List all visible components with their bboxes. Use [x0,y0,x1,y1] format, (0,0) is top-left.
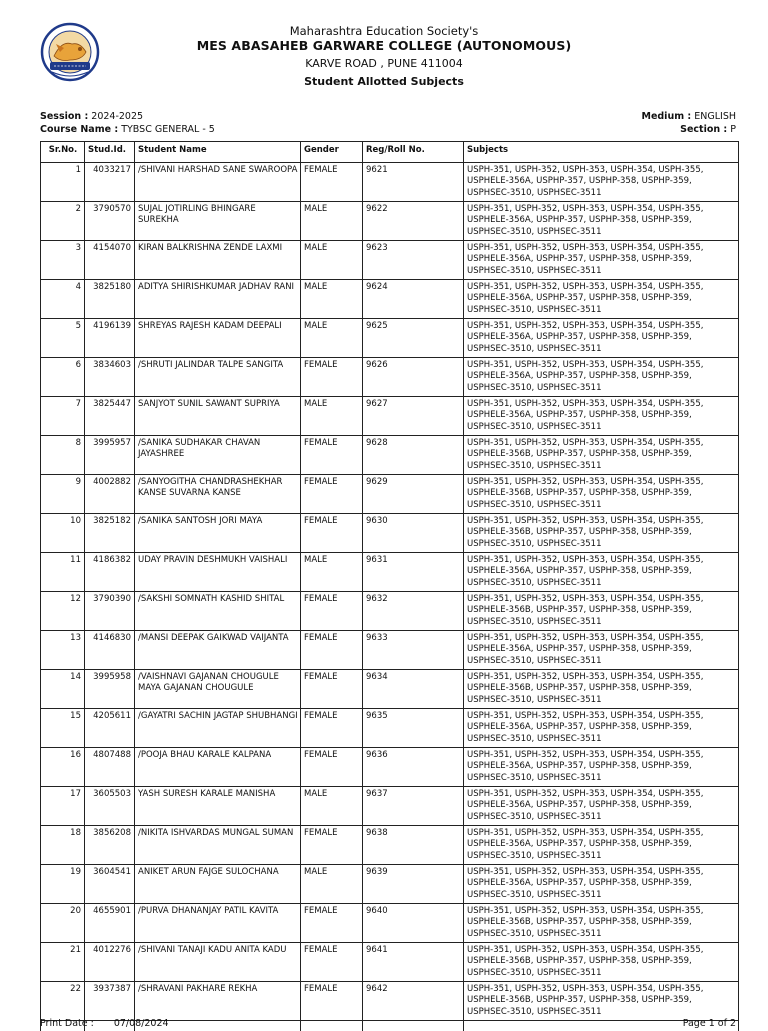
header-gender: Gender [301,142,363,163]
gender-cell: MALE [301,553,363,592]
roll-no-cell: 9630 [363,514,464,553]
header-subjects: Subjects [464,142,739,163]
stud-id-cell: 3825182 [85,514,135,553]
stud-id-cell: 3856208 [85,826,135,865]
gender-cell: FEMALE [301,514,363,553]
print-date-label: Print Date : [40,1018,94,1029]
student-name-cell: /SHIVANI TANAJI KADU ANITA KADU [135,943,301,982]
gender-cell: MALE [301,241,363,280]
gender-cell: MALE [301,202,363,241]
gender-cell: FEMALE [301,982,363,1021]
society-name: Maharashtra Education Society's [0,24,768,38]
sr-no-cell: 13 [41,631,85,670]
section-label: Section : [680,124,727,135]
subjects-cell: USPH-351, USPH-352, USPH-353, USPH-354, USPH-355, USPHELE-356A, USPHP-357, USPHP-358, USPHP-359, USPHSEC-3510, USPHSEC-3511 [464,280,739,319]
empty-cell [301,1021,363,1031]
student-name-cell: /NIKITA ISHVARDAS MUNGAL SUMAN [135,826,301,865]
student-name-cell: SANJYOT SUNIL SAWANT SUPRIYA [135,397,301,436]
gender-cell: FEMALE [301,436,363,475]
sr-no-cell: 6 [41,358,85,397]
course-label: Course Name : [40,124,118,135]
sr-no-cell: 8 [41,436,85,475]
stud-id-cell: 4012276 [85,943,135,982]
student-name-cell: SHREYAS RAJESH KADAM DEEPALI [135,319,301,358]
roll-no-cell: 9642 [363,982,464,1021]
subjects-cell: USPH-351, USPH-352, USPH-353, USPH-354, USPH-355, USPHELE-356B, USPHP-357, USPHP-358, USPHP-359, USPHSEC-3510, USPHSEC-3511 [464,592,739,631]
stud-id-cell: 3790390 [85,592,135,631]
gender-cell: MALE [301,865,363,904]
gender-cell: FEMALE [301,904,363,943]
subjects-cell: USPH-351, USPH-352, USPH-353, USPH-354, USPH-355, USPHELE-356A, USPHP-357, USPHP-358, USPHP-359, USPHSEC-3510, USPHSEC-3511 [464,553,739,592]
table-row [41,202,739,241]
stud-id-cell: 3825180 [85,280,135,319]
sr-no-cell: 5 [41,319,85,358]
stud-id-cell: 3825447 [85,397,135,436]
sr-no-cell: 21 [41,943,85,982]
stud-id-cell: 3605503 [85,787,135,826]
subjects-cell: USPH-351, USPH-352, USPH-353, USPH-354, USPH-355, USPHELE-356A, USPHP-357, USPHP-358, USPHP-359, USPHSEC-3510, USPHSEC-3511 [464,397,739,436]
sr-no-cell: 1 [41,163,85,202]
page-number: Page 1 of 2 [683,1018,736,1029]
sr-no-cell: 15 [41,709,85,748]
stud-id-cell: 3834603 [85,358,135,397]
subjects-cell: USPH-351, USPH-352, USPH-353, USPH-354, USPH-355, USPHELE-356B, USPHP-357, USPHP-358, USPHP-359, USPHSEC-3510, USPHSEC-3511 [464,670,739,709]
subjects-cell: USPH-351, USPH-352, USPH-353, USPH-354, USPH-355, USPHELE-356B, USPHP-357, USPHP-358, USPHP-359, USPHSEC-3510, USPHSEC-3511 [464,982,739,1021]
roll-no-cell: 9628 [363,436,464,475]
student-name-cell: /SHIVANI HARSHAD SANE SWAROOPA [135,163,301,202]
stud-id-cell: 4807488 [85,748,135,787]
stud-id-cell: 4033217 [85,163,135,202]
table-row [41,865,739,904]
roll-no-cell: 9621 [363,163,464,202]
gender-cell: FEMALE [301,709,363,748]
medium-value: ENGLISH [694,111,736,122]
roll-no-cell: 9635 [363,709,464,748]
gender-cell: MALE [301,280,363,319]
table-row [41,280,739,319]
subjects-cell: USPH-351, USPH-352, USPH-353, USPH-354, USPH-355, USPHELE-356A, USPHP-357, USPHP-358, USPHP-359, USPHSEC-3510, USPHSEC-3511 [464,163,739,202]
table-row [41,397,739,436]
gender-cell: FEMALE [301,163,363,202]
empty-cell [363,1021,464,1031]
roll-no-cell: 9640 [363,904,464,943]
medium-label: Medium : [641,111,691,122]
subjects-cell: USPH-351, USPH-352, USPH-353, USPH-354, USPH-355, USPHELE-356A, USPHP-357, USPHP-358, USPHP-359, USPHSEC-3510, USPHSEC-3511 [464,709,739,748]
student-name-cell: /SANIKA SUDHAKAR CHAVAN JAYASHREE [135,436,301,475]
sr-no-cell: 16 [41,748,85,787]
section-info [680,124,736,135]
table-row [41,592,739,631]
stud-id-cell: 3790570 [85,202,135,241]
roll-no-cell: 9636 [363,748,464,787]
subjects-cell: USPH-351, USPH-352, USPH-353, USPH-354, USPH-355, USPHELE-356B, USPHP-357, USPHP-358, USPHP-359, USPHSEC-3510, USPHSEC-3511 [464,475,739,514]
sr-no-cell: 17 [41,787,85,826]
table-row [41,787,739,826]
sr-no-cell: 11 [41,553,85,592]
table-row [41,631,739,670]
table-row [41,982,739,1021]
section-value: P [730,124,736,135]
table-header-row [41,142,739,163]
stud-id-cell: 4205611 [85,709,135,748]
medium-info [641,111,736,122]
gender-cell: FEMALE [301,748,363,787]
table-row [41,826,739,865]
gender-cell: FEMALE [301,826,363,865]
gender-cell: MALE [301,787,363,826]
gender-cell: MALE [301,397,363,436]
session-value: 2024-2025 [91,111,143,122]
roll-no-cell: 9641 [363,943,464,982]
course-info [40,124,215,135]
sr-no-cell: 9 [41,475,85,514]
student-name-cell: /SHRAVANI PAKHARE REKHA [135,982,301,1021]
roll-no-cell: 9634 [363,670,464,709]
subjects-cell: USPH-351, USPH-352, USPH-353, USPH-354, USPH-355, USPHELE-356A, USPHP-357, USPHP-358, USPHP-359, USPHSEC-3510, USPHSEC-3511 [464,241,739,280]
table-row [41,475,739,514]
student-name-cell: UDAY PRAVIN DESHMUKH VAISHALI [135,553,301,592]
roll-no-cell: 9637 [363,787,464,826]
roll-no-cell: 9626 [363,358,464,397]
sr-no-cell: 3 [41,241,85,280]
table-row [41,436,739,475]
gender-cell: MALE [301,319,363,358]
course-value: TYBSC GENERAL - 5 [121,124,215,135]
student-name-cell: /SHRUTI JALINDAR TALPE SANGITA [135,358,301,397]
student-name-cell: /MANSI DEEPAK GAIKWAD VAIJANTA [135,631,301,670]
table-row [41,514,739,553]
session-label: Session : [40,111,88,122]
table-row [41,319,739,358]
sr-no-cell: 2 [41,202,85,241]
student-name-cell: ADITYA SHIRISHKUMAR JADHAV RANI [135,280,301,319]
sr-no-cell: 22 [41,982,85,1021]
sr-no-cell: 14 [41,670,85,709]
subjects-cell: USPH-351, USPH-352, USPH-353, USPH-354, USPH-355, USPHELE-356A, USPHP-357, USPHP-358, USPHP-359, USPHSEC-3510, USPHSEC-3511 [464,865,739,904]
allotted-subjects-table [40,141,739,1031]
stud-id-cell: 4146830 [85,631,135,670]
student-name-cell: /POOJA BHAU KARALE KALPANA [135,748,301,787]
table-row [41,748,739,787]
subjects-cell: USPH-351, USPH-352, USPH-353, USPH-354, USPH-355, USPHELE-356B, USPHP-357, USPHP-358, USPHP-359, USPHSEC-3510, USPHSEC-3511 [464,436,739,475]
student-name-cell: YASH SURESH KARALE MANISHA [135,787,301,826]
roll-no-cell: 9623 [363,241,464,280]
student-name-cell: /SAKSHI SOMNATH KASHID SHITAL [135,592,301,631]
student-name-cell: KIRAN BALKRISHNA ZENDE LAXMI [135,241,301,280]
roll-no-cell: 9622 [363,202,464,241]
roll-no-cell: 9631 [363,553,464,592]
header-sr-no: Sr.No. [41,142,85,163]
header-reg-roll-no: Reg/Roll No. [363,142,464,163]
subjects-cell: USPH-351, USPH-352, USPH-353, USPH-354, USPH-355, USPHELE-356A, USPHP-357, USPHP-358, USPHP-359, USPHSEC-3510, USPHSEC-3511 [464,787,739,826]
student-name-cell: SUJAL JOTIRLING BHINGARE SUREKHA [135,202,301,241]
roll-no-cell: 9625 [363,319,464,358]
sr-no-cell: 19 [41,865,85,904]
student-name-cell: /SANIKA SANTOSH JORI MAYA [135,514,301,553]
stud-id-cell: 3604541 [85,865,135,904]
subjects-cell: USPH-351, USPH-352, USPH-353, USPH-354, USPH-355, USPHELE-356A, USPHP-357, USPHP-358, USPHP-359, USPHSEC-3510, USPHSEC-3511 [464,826,739,865]
sr-no-cell: 20 [41,904,85,943]
sr-no-cell: 18 [41,826,85,865]
stud-id-cell: 4655901 [85,904,135,943]
roll-no-cell: 9633 [363,631,464,670]
gender-cell: FEMALE [301,943,363,982]
stud-id-cell: 3937387 [85,982,135,1021]
table-row [41,241,739,280]
roll-no-cell: 9627 [363,397,464,436]
sr-no-cell: 7 [41,397,85,436]
subjects-cell: USPH-351, USPH-352, USPH-353, USPH-354, USPH-355, USPHELE-356A, USPHP-357, USPHP-358, USPHP-359, USPHSEC-3510, USPHSEC-3511 [464,748,739,787]
roll-no-cell: 9629 [363,475,464,514]
table-row [41,670,739,709]
student-name-cell: /GAYATRI SACHIN JAGTAP SHUBHANGI [135,709,301,748]
table-row [41,358,739,397]
student-name-cell: /VAISHNAVI GAJANAN CHOUGULE MAYA GAJANAN CHOUGULE [135,670,301,709]
gender-cell: FEMALE [301,475,363,514]
subjects-cell: USPH-351, USPH-352, USPH-353, USPH-354, USPH-355, USPHELE-356B, USPHP-357, USPHP-358, USPHP-359, USPHSEC-3510, USPHSEC-3511 [464,943,739,982]
stud-id-cell: 4002882 [85,475,135,514]
gender-cell: FEMALE [301,358,363,397]
header-student-name: Student Name [135,142,301,163]
gender-cell: FEMALE [301,631,363,670]
stud-id-cell: 4196139 [85,319,135,358]
table-row [41,904,739,943]
roll-no-cell: 9632 [363,592,464,631]
stud-id-cell: 4154070 [85,241,135,280]
subjects-cell: USPH-351, USPH-352, USPH-353, USPH-354, USPH-355, USPHELE-356B, USPHP-357, USPHP-358, USPHP-359, USPHSEC-3510, USPHSEC-3511 [464,904,739,943]
print-date-value: 07/08/2024 [114,1018,169,1029]
subjects-cell: USPH-351, USPH-352, USPH-353, USPH-354, USPH-355, USPHELE-356A, USPHP-357, USPHP-358, USPHP-359, USPHSEC-3510, USPHSEC-3511 [464,202,739,241]
table-row [41,553,739,592]
table-row [41,709,739,748]
session-info [40,111,143,122]
table-row [41,943,739,982]
sr-no-cell: 12 [41,592,85,631]
student-name-cell: ANIKET ARUN FAJGE SULOCHANA [135,865,301,904]
table-row [41,163,739,202]
sr-no-cell: 4 [41,280,85,319]
college-name: MES ABASAHEB GARWARE COLLEGE (AUTONOMOUS) [0,38,768,53]
gender-cell: FEMALE [301,670,363,709]
gender-cell: FEMALE [301,592,363,631]
roll-no-cell: 9639 [363,865,464,904]
student-name-cell: /SANYOGITHA CHANDRASHEKHAR KANSE SUVARNA KANSE [135,475,301,514]
stud-id-cell: 3995957 [85,436,135,475]
stud-id-cell: 3995958 [85,670,135,709]
student-name-cell: /PURVA DHANANJAY PATIL KAVITA [135,904,301,943]
sr-no-cell: 10 [41,514,85,553]
header-stud-id: Stud.Id. [85,142,135,163]
roll-no-cell: 9638 [363,826,464,865]
college-address: KARVE ROAD , PUNE 411004 [0,57,768,70]
subjects-cell: USPH-351, USPH-352, USPH-353, USPH-354, USPH-355, USPHELE-356A, USPHP-357, USPHP-358, USPHP-359, USPHSEC-3510, USPHSEC-3511 [464,319,739,358]
roll-no-cell: 9624 [363,280,464,319]
stud-id-cell: 4186382 [85,553,135,592]
subjects-cell: USPH-351, USPH-352, USPH-353, USPH-354, USPH-355, USPHELE-356B, USPHP-357, USPHP-358, USPHP-359, USPHSEC-3510, USPHSEC-3511 [464,514,739,553]
page-title: Student Allotted Subjects [0,75,768,88]
subjects-cell: USPH-351, USPH-352, USPH-353, USPH-354, USPH-355, USPHELE-356A, USPHP-357, USPHP-358, USPHP-359, USPHSEC-3510, USPHSEC-3511 [464,631,739,670]
subjects-cell: USPH-351, USPH-352, USPH-353, USPH-354, USPH-355, USPHELE-356A, USPHP-357, USPHP-358, USPHP-359, USPHSEC-3510, USPHSEC-3511 [464,358,739,397]
